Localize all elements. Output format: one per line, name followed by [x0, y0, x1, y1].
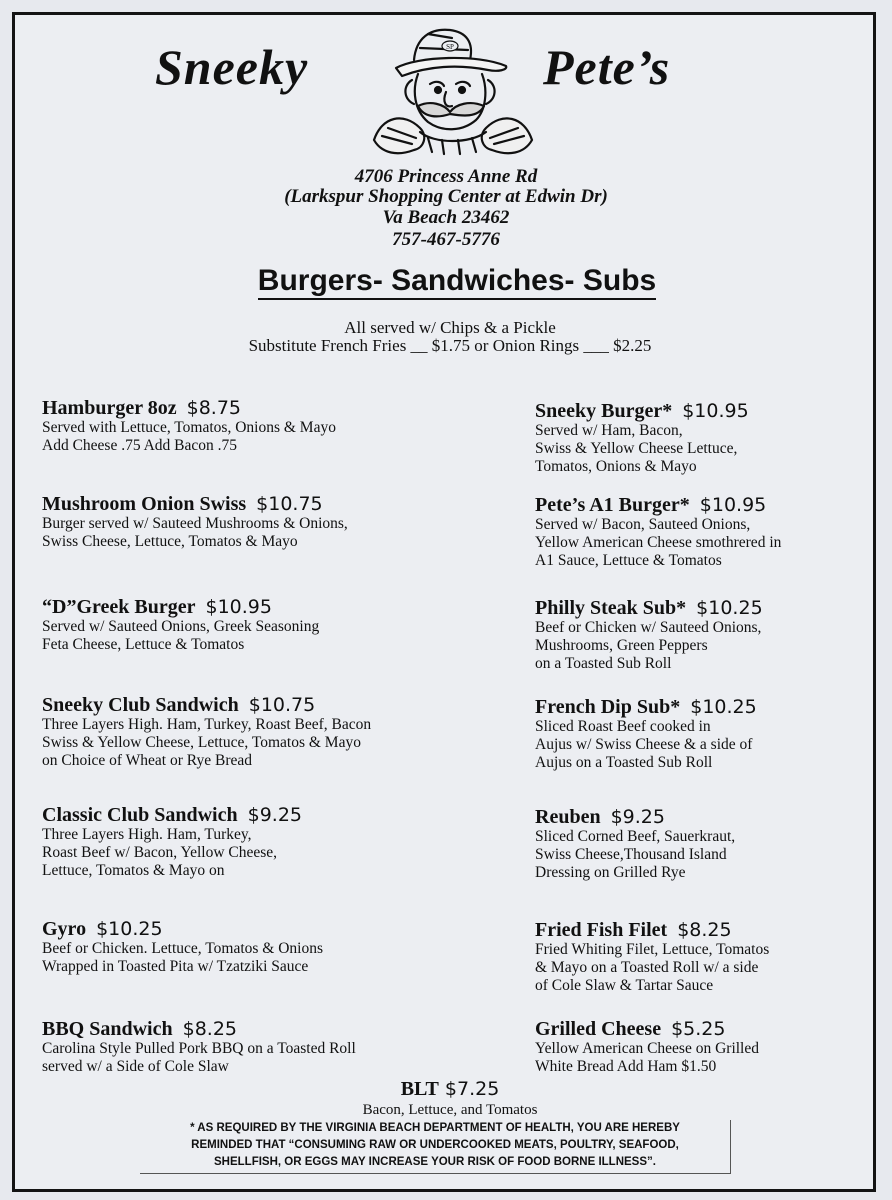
item-name: French Dip Sub* — [535, 696, 681, 718]
menu-item-blt — [0, 1078, 892, 1119]
item-price: $8.25 — [182, 1018, 238, 1040]
menu-item-philly-steak-sub — [535, 597, 865, 673]
item-price: $7.25 — [444, 1078, 500, 1100]
item-name: Sneeky Club Sandwich — [42, 694, 239, 716]
item-description: Burger served w/ Sauteed Mushrooms & Onions, Swiss Cheese, Lettuce, Tomatos & Mayo — [42, 515, 348, 550]
item-description: Served with Lettuce, Tomatos, Onions & Mayo Add Cheese .75 Add Bacon .75 — [42, 419, 336, 454]
item-name: Philly Steak Sub* — [535, 597, 687, 619]
item-price: $5.25 — [671, 1018, 726, 1040]
item-name: Mushroom Onion Swiss — [42, 493, 247, 515]
item-name: Reuben — [535, 806, 601, 828]
warning-line: * AS REQUIRED BY THE VIRGINIA BEACH DEPARTMENT OF HEALTH, YOU ARE HEREBY — [190, 1122, 680, 1134]
menu-item-hamburger — [42, 397, 462, 455]
item-description: Bacon, Lettuce, and Tomatos — [362, 1102, 538, 1118]
item-description: Beef or Chicken w/ Sauteed Onions, Mushrooms, Green Peppers on a Toasted Sub Roll — [535, 619, 762, 672]
item-name: “D”Greek Burger — [42, 596, 196, 618]
warning-line: REMINDED THAT “CONSUMING RAW OR UNDERCOOKED MEATS, POULTRY, SEAFOOD, — [191, 1139, 679, 1151]
item-description: Beef or Chicken. Lettuce, Tomatos & Onions Wrapped in Toasted Pita w/ Tzatziki Sauce — [42, 940, 324, 975]
substitute-note: Substitute French Fries __ $1.75 or Onion Rings ___ $2.25 — [248, 336, 652, 355]
item-description: Three Layers High. Ham, Turkey, Roast Beef, Bacon Swiss & Yellow Cheese, Lettuce, Tomatos & Mayo on Choice of Wheat or Rye Bread — [42, 716, 372, 769]
restaurant-name-right: Pete’s — [543, 39, 671, 95]
item-price: $8.25 — [677, 919, 732, 941]
item-price: $10.25 — [96, 918, 163, 940]
logo-hat-text: SP — [446, 43, 454, 51]
item-price: $10.95 — [699, 494, 767, 516]
item-name: Grilled Cheese — [535, 1018, 662, 1040]
menu-item-petes-a1-burger — [535, 494, 865, 570]
menu-item-classic-club — [42, 804, 462, 880]
item-name: BBQ Sandwich — [42, 1018, 173, 1040]
item-price: $10.95 — [682, 400, 749, 422]
health-warning — [140, 1120, 731, 1174]
item-price: $10.25 — [690, 696, 757, 718]
menu-item-grilled-cheese — [535, 1018, 865, 1076]
menu-item-french-dip-sub — [535, 696, 865, 772]
address-line-2: (Larkspur Shopping Center at Edwin Dr) — [284, 186, 608, 207]
item-name: BLT — [400, 1078, 439, 1100]
item-price: $10.75 — [256, 493, 323, 515]
item-price: $9.25 — [247, 804, 303, 826]
restaurant-name-left: Sneeky — [155, 39, 309, 95]
menu-item-mushroom-onion-swiss — [42, 493, 462, 551]
item-description: Fried Whiting Filet, Lettuce, Tomatos & Mayo on a Toasted Roll w/ a side of Cole Slaw & Tartar Sauce — [535, 941, 770, 994]
item-name: Fried Fish Filet — [535, 919, 668, 941]
item-price: $10.25 — [696, 597, 763, 619]
item-description: Served w/ Bacon, Sauteed Onions, Yellow American Cheese smothrered in A1 Sauce, Lettuce & Tomatos — [535, 516, 782, 569]
menu-item-sneeky-burger — [535, 400, 865, 476]
menu-item-gyro — [42, 918, 462, 976]
item-name: Classic Club Sandwich — [42, 804, 238, 826]
warning-line: SHELLFISH, OR EGGS MAY INCREASE YOUR RISK OF FOOD BORNE ILLNESS”. — [214, 1156, 656, 1168]
menu-item-fried-fish-filet — [535, 919, 865, 995]
item-price: $10.75 — [248, 694, 316, 716]
phone-number: 757-467-5776 — [392, 229, 500, 250]
item-description: Yellow American Cheese on Grilled White Bread Add Ham $1.50 — [535, 1040, 759, 1075]
item-name: Pete’s A1 Burger* — [535, 494, 690, 516]
section-title: Burgers- Sandwiches- Subs — [0, 264, 892, 298]
item-price: $10.95 — [205, 596, 272, 618]
sneeky-pete-logo — [358, 20, 548, 166]
served-with-note: All served w/ Chips & a Pickle — [344, 318, 556, 337]
item-description: Sliced Corned Beef, Sauerkraut, Swiss Cheese,Thousand Island Dressing on Grilled Rye — [535, 828, 736, 881]
item-name: Hamburger 8oz — [42, 397, 177, 419]
item-description: Sliced Roast Beef cooked in Aujus w/ Swiss Cheese & a side of Aujus on a Toasted Sub Roll — [535, 718, 753, 771]
menu-item-bbq-sandwich — [42, 1018, 462, 1076]
item-description: Served w/ Sauteed Onions, Greek Seasoning Feta Cheese, Lettuce & Tomatos — [42, 618, 320, 653]
address-line-3: Va Beach 23462 — [382, 207, 510, 228]
item-description: Carolina Style Pulled Pork BBQ on a Toasted Roll served w/ a Side of Cole Slaw — [42, 1040, 356, 1075]
item-description: Served w/ Ham, Bacon, Swiss & Yellow Cheese Lettuce, Tomatos, Onions & Mayo — [535, 422, 738, 475]
item-price: $9.25 — [610, 806, 665, 828]
menu-item-reuben — [535, 806, 865, 882]
item-name: Gyro — [42, 918, 87, 940]
item-description: Three Layers High. Ham, Turkey, Roast Beef w/ Bacon, Yellow Cheese, Lettuce, Tomatos & Mayo on — [42, 826, 278, 879]
address-line-1: 4706 Princess Anne Rd — [354, 166, 538, 187]
menu-item-sneeky-club — [42, 694, 462, 770]
item-name: Sneeky Burger* — [535, 400, 673, 422]
menu-item-greek-burger — [42, 596, 462, 654]
item-price: $8.75 — [186, 397, 242, 419]
